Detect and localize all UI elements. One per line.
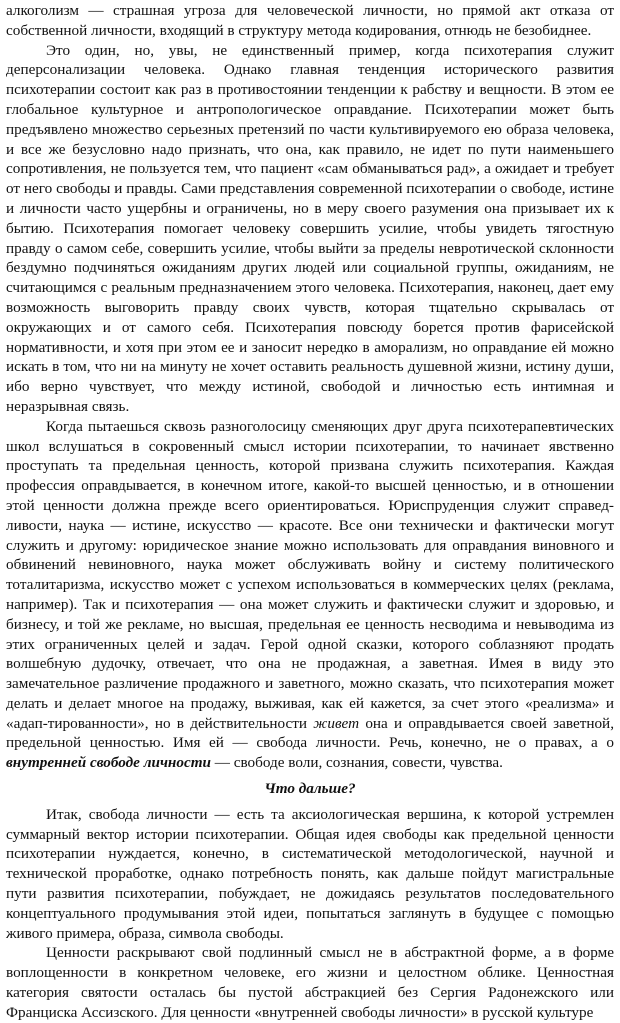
section-heading: Что дальше? [264,780,356,798]
paragraph-2: Это один, но, увы, не единственный пример, когда психотерапия служит деперсонализации человека. Однако главная тенденция исторического развития психотерапии состоит как раз в противостоянии тенденции к рабству и вещности. В этом ее глобальное культурное и антропологическое оправдание. Психотерапии может быть предъявлено множество серьезных претензий по части культивируемого ею образа человека, и все же безусловно надо признать, что она, как правило, не идет по пути наименьшего сопротивления, не пользуется тем, что пациент «сам обманываться рад», а ожидает и требует от него свободы и правды. Сами представления современной психотерапии о свободе, истине и личности часто ущербны и ограничены, но в меру своего разумения она призывает их к бытию. Психотерапия помогает человеку совершить усилие, чтобы увидеть тягостную правду о самом себе, совершить усилие, чтобы выйти за пределы невротической склонности бездумно подчиняться ожиданиям других людей или социальной группы, ожиданиям, не считающимся с реальным предназначением этого человека. Психотерапия, наконец, дает ему возможность выговорить правду своих чувств, которая тщательно скрывалась от окружающих и от самого себя. Психотерапия повсюду борется против фарисейской нормативности, и хотя при этом ее и заносит нередко в аморализм, но оправдание ей можно искать в том, что ни на минуту не хочет оставить реальность душевной жизни, истину души, ибо верно чувствует, что между истиной, свободой и личностью есть интимная и неразрывная связь. [6,41,614,415]
paragraph-3-text-c: — свободе воли, сознания, совести, чувства. [214,754,503,772]
paragraph-3 [6,417,614,773]
paragraph-5: Ценности раскрывают свой подлинный смысл не в абстрактной форме, а в форме воплощенности в конкретном человеке, его жизни и целостном облике. Ценностная категория святости осталась бы пустой абстракцией без Сергия Радонежского или Франциска Ассизского. Для ценности «внутренней свободы личности» в русской культуре [6,944,614,1021]
emphasis-zhivet: живет [313,714,360,732]
paragraph-3-text-a: Когда пытаешься сквозь разноголосицу сменяющих друг друга психотерапевтических школ вслушаться в сокровенный смысл истории психотерапии, то начинает явственно проступать та предельная ценность, которой призвана служить психотерапия. Каждая профессия оправдывается, в конечном итоге, какой-то высшей ценностью, и в отношении этой ценности должна прежде всего ориентироваться. Юриспруденция служит справед-ливости, наука — истине, искусство — красоте. Все они технически и фактически могут служить и другому: юридическое знание можно использовать для оправдания виновного и обвинений невиновного, наука может обслуживать войну и систему политического тоталитаризма, искусство может с успехом использоваться в коммерческих целях (реклама, например). Так и психотерапия — она может служить и фактически служит и здоровью, и бизнесу, и той же рекламе, но высшая, предельная ее ценность несводима и невыводима из этих ограниченных целей и задач. Герой одной сказки, которого соблазняют продать волшебную дудочку, отвечает, что она не продажная, а заветная. Имея в виду это замечательное различение продажного и заветного, можно сказать, что психотерапия может делать и делает многое на продажу, выживая, как ей кажется, за счет этого «реализма» и «адап-тированности», но в действительности [6,417,614,732]
emphasis-inner-freedom: внутренней свободе личности [6,754,211,772]
paragraph-4: Итак, свобода личности — есть та аксиологическая вершина, к которой устремлен суммарный вектор истории психотерапии. Общая идея свободы как предельной ценности психотерапии нуждается, конечно, в систематической методологической, научной и технической проработке, однако потребность понять, как дальше пойдут магистральные пути развития психотерапии, побуждает, не дожидаясь результатов последовательного концептуального продумывания этой идеи, попытаться заглянуть в будущее с помощью живого примера, образа, символа свободы. [6,805,614,942]
paragraph-1: алкоголизм — страшная угроза для человеческой личности, но прямой акт отказа от собственной личности, входящий в структуру метода кодирования, отнюдь не безобиднее. [6,2,614,39]
paragraph-3-text-b: она и оправдывается своей заветной, предельной ценностью. Имя ей — свобода личности. Речь, конечно, не о правах, а о [6,714,614,752]
